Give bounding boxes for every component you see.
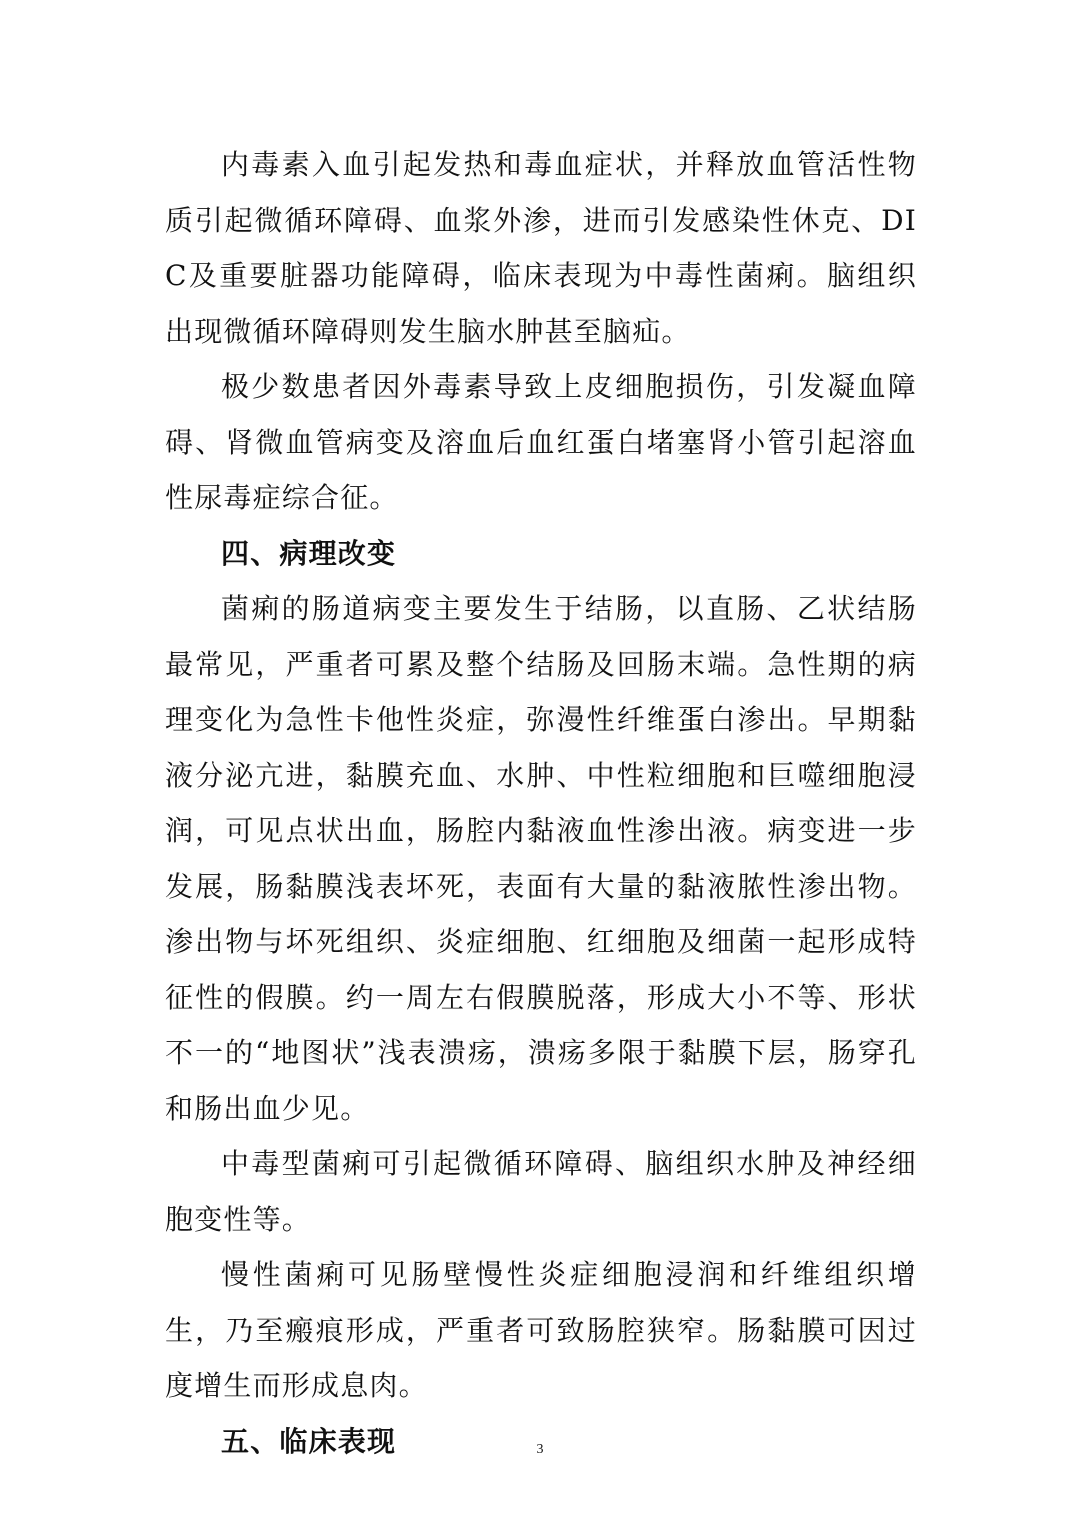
- paragraph-intestinal-lesions: 菌痢的肠道病变主要发生于结肠，以直肠、乙状结肠最常见，严重者可累及整个结肠及回肠末端。急性期的病理变化为急性卡他性炎症，弥漫性纤维蛋白渗出。早期黏液分泌亢进，黏膜充血、水肿、中性粒细胞和巨噬细胞浸润，可见点状出血，肠腔内黏液血性渗出液。病变进一步发展，肠黏膜浅表坏死，表面有大量的黏液脓性渗出物。渗出物与坏死组织、炎症细胞、红细胞及细菌一起形成特征性的假膜。约一周左右假膜脱落，形成大小不等、形状不一的“地图状”浅表溃疡，溃疡多限于黏膜下层，肠穿孔和肠出血少见。: [165, 592, 917, 1125]
- document-body: [165, 137, 917, 1469]
- page-number: 3: [536, 1442, 544, 1457]
- paragraph-endotoxin: 内毒素入血引起发热和毒血症状，并释放血管活性物质引起微循环障碍、血浆外渗，进而引发感染性休克、DIC及重要脏器功能障碍，临床表现为中毒性菌痢。脑组织出现微循环障碍则发生脑水肿甚至脑疝。: [165, 148, 917, 348]
- paragraph-toxic-type: 中毒型菌痢可引起微循环障碍、脑组织水肿及神经细胞变性等。: [165, 1147, 917, 1236]
- section-heading-clinical: 五、临床表现: [221, 1424, 397, 1458]
- paragraph-chronic-type: 慢性菌痢可见肠壁慢性炎症细胞浸润和纤维组织增生，乃至瘢痕形成，严重者可致肠腔狭窄。肠黏膜可因过度增生而形成息肉。: [165, 1258, 917, 1402]
- paragraph-exotoxin: 极少数患者因外毒素导致上皮细胞损伤，引发凝血障碍、肾微血管病变及溶血后血红蛋白堵塞肾小管引起溶血性尿毒症综合征。: [165, 370, 917, 514]
- section-heading-pathology: 四、病理改变: [221, 536, 397, 570]
